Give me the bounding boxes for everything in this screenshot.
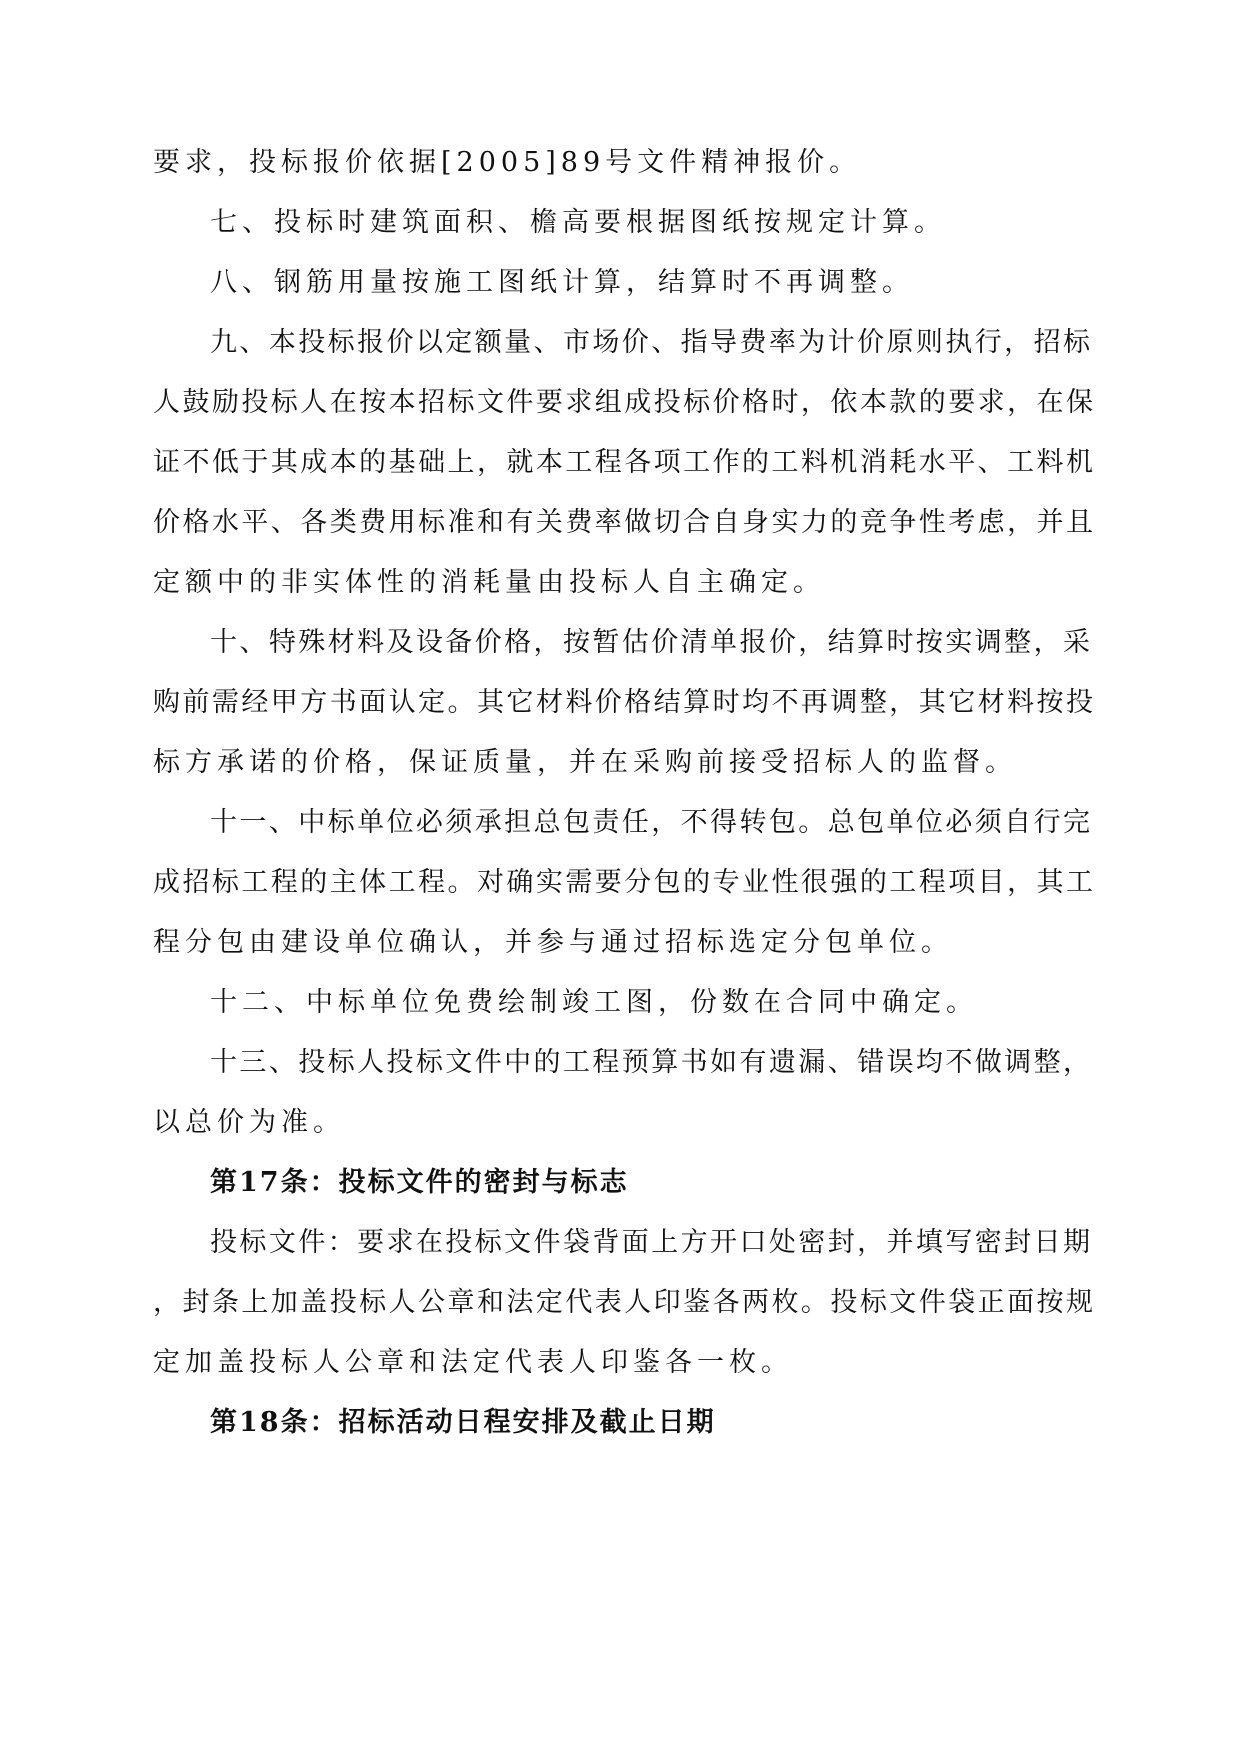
clause-10-line-3: 标方承诺的价格，保证质量，并在采购前接受招标人的监督。 [153,747,1017,778]
clause-11-line-2: 成招标工程的主体工程。对确实需要分包的专业性很强的工程项目，其工 [153,867,1093,898]
article-18-heading: 第18条：招标活动日程安排及截止日期 [210,1407,716,1438]
clause-11-line-3: 程分包由建设单位确认，并参与通过招标选定分包单位。 [153,927,953,958]
clause-10-line-2: 购前需经甲方书面认定。其它材料价格结算时均不再调整，其它材料按投 [153,687,1093,718]
text-line-1: 要求，投标报价依据[2005]89号文件精神报价。 [153,147,862,178]
article-17-heading: 第17条：投标文件的密封与标志 [210,1167,629,1198]
clause-13-line-2: 以总价为准。 [153,1107,345,1138]
clause-9-line-2: 人鼓励投标人在按本招标文件要求组成投标价格时，依本款的要求，在保 [153,387,1093,418]
clause-9-line-4: 价格水平、各类费用标准和有关费率做切合自身实力的竞争性考虑，并且 [153,507,1093,538]
clause-9-line-1: 九、本投标报价以定额量、市场价、指导费率为计价原则执行，招标 [210,327,1090,358]
clause-9-line-5: 定额中的非实体性的消耗量由投标人自主确定。 [153,567,825,598]
clause-8: 八、钢筋用量按施工图纸计算，结算时不再调整。 [210,267,914,298]
article-17-line-2: ，封条上加盖投标人公章和法定代表人印鉴各两枚。投标文件袋正面按规 [153,1287,1093,1318]
clause-9-line-3: 证不低于其成本的基础上，就本工程各项工作的工料机消耗水平、工料机 [153,447,1093,478]
article-17-line-3: 定加盖投标人公章和法定代表人印鉴各一枚。 [153,1347,793,1378]
clause-7: 七、投标时建筑面积、檐高要根据图纸按规定计算。 [210,207,946,238]
clause-13-line-1: 十三、投标人投标文件中的工程预算书如有遗漏、错误均不做调整， [210,1047,1090,1078]
clause-12: 十二、中标单位免费绘制竣工图，份数在合同中确定。 [210,987,978,1018]
clause-11-line-1: 十一、中标单位必须承担总包责任，不得转包。总包单位必须自行完 [210,807,1090,838]
clause-10-line-1: 十、特殊材料及设备价格，按暂估价清单报价，结算时按实调整，采 [210,627,1090,658]
article-17-line-1: 投标文件：要求在投标文件袋背面上方开口处密封，并填写密封日期 [210,1227,1090,1258]
